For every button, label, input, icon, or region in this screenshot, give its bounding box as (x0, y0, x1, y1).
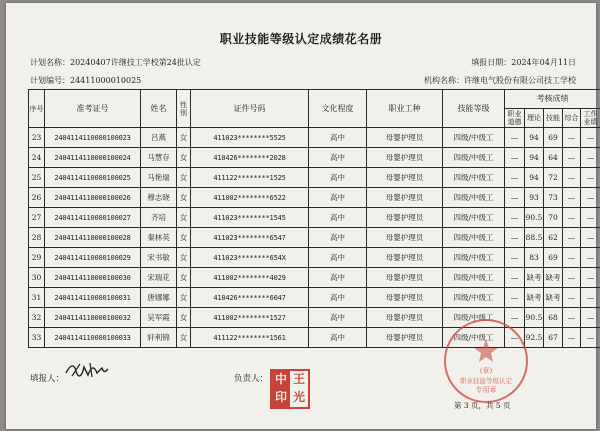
cell-professional-ethics: — (505, 328, 525, 348)
cell-seq: 27 (29, 208, 45, 228)
cell-skill: 73 (544, 188, 563, 208)
cell-occupation: 母婴护理员 (367, 268, 443, 288)
cell-work-performance: — (581, 148, 600, 168)
table-row (29, 228, 600, 248)
cell-name: 唐娜娜 (141, 288, 177, 308)
cell-theory: 83 (525, 248, 544, 268)
cell-ticket-number: 2404114110000100028 (45, 228, 141, 248)
cell-seq: 24 (29, 148, 45, 168)
cell-education: 高中 (309, 288, 367, 308)
col-professional-ethics: 职业道德 (505, 109, 525, 128)
cell-skill: 62 (544, 228, 563, 248)
cell-education: 高中 (309, 228, 367, 248)
handwritten-signature (64, 359, 110, 381)
cell-comprehensive: — (563, 268, 581, 288)
cell-name: 宋瑞花 (141, 268, 177, 288)
cell-work-performance: — (581, 288, 600, 308)
cell-name: 马慧存 (141, 148, 177, 168)
cell-id-number: 410426********2028 (191, 148, 309, 168)
cell-skill: 68 (544, 308, 563, 328)
cell-gender: 女 (177, 308, 191, 328)
col-ticket-number: 准考证号 (45, 90, 141, 128)
cell-skill-level: 四级/中级工 (443, 268, 505, 288)
cell-theory: 94 (525, 148, 544, 168)
cell-ticket-number: 2404114110000100031 (45, 288, 141, 308)
cell-education: 高中 (309, 128, 367, 148)
cell-skill-level: 四级/中级工 (443, 248, 505, 268)
document-title: 职业技能等级认定成绩花名册 (219, 32, 383, 46)
cell-skill: 缺考 (544, 288, 563, 308)
cell-skill: 64 (544, 148, 563, 168)
round-seal-text: 职业技能等级认定 (460, 377, 512, 385)
cell-seq: 29 (29, 248, 45, 268)
cell-id-number: 411023********6547 (191, 228, 309, 248)
seal-char: 王 (292, 372, 305, 386)
cell-comprehensive: — (563, 148, 581, 168)
fill-date: 填报日期：2024年04月11日 (471, 58, 576, 67)
cell-comprehensive: — (563, 228, 581, 248)
cell-ticket-number: 2404114110000100030 (45, 268, 141, 288)
cell-professional-ethics: — (505, 208, 525, 228)
cell-professional-ethics: — (505, 188, 525, 208)
cell-id-number: 410426********6047 (191, 288, 309, 308)
cell-theory: 88.5 (525, 228, 544, 248)
cell-ticket-number: 2404114110000100025 (45, 168, 141, 188)
cell-skill-level: 四级/中级工 (443, 208, 505, 228)
cell-ticket-number: 2404114110000100026 (45, 188, 141, 208)
table-header (29, 90, 600, 128)
cell-gender: 女 (177, 248, 191, 268)
cell-occupation: 母婴护理员 (367, 188, 443, 208)
cell-name: 穆志晓 (141, 188, 177, 208)
table-row (29, 208, 600, 228)
cell-ticket-number: 2404114110000100027 (45, 208, 141, 228)
cell-comprehensive: — (563, 328, 581, 348)
cell-skill: 70 (544, 208, 563, 228)
cell-gender: 女 (177, 168, 191, 188)
cell-education: 高中 (309, 328, 367, 348)
cell-professional-ethics: — (505, 168, 525, 188)
cell-education: 高中 (309, 268, 367, 288)
cell-theory: 缺考 (525, 288, 544, 308)
personal-name-seal (270, 369, 310, 409)
cell-id-number: 411023********1545 (191, 208, 309, 228)
organization-name: 机构名称：许继电气股份有限公司技工学校 (424, 76, 576, 85)
cell-name: 秦林英 (141, 228, 177, 248)
cell-occupation: 母婴护理员 (367, 228, 443, 248)
cell-skill-level: 四级/中级工 (443, 168, 505, 188)
plan-number: 计划编号：24411000010025 (30, 76, 142, 85)
cell-occupation: 母婴护理员 (367, 248, 443, 268)
col-work-performance: 工作业绩 (581, 109, 600, 128)
cell-skill: 67 (544, 328, 563, 348)
cell-education: 高中 (309, 148, 367, 168)
col-id-number: 证件号码 (191, 90, 309, 128)
cell-skill: 69 (544, 248, 563, 268)
cell-skill-level: 四级/中级工 (443, 128, 505, 148)
cell-theory: 90.5 (525, 308, 544, 328)
cell-ticket-number: 2404114110000100032 (45, 308, 141, 328)
cell-professional-ethics: — (505, 248, 525, 268)
table-row (29, 288, 600, 308)
cell-seq: 26 (29, 188, 45, 208)
cell-skill-level: 四级/中级工 (443, 308, 505, 328)
table-body (29, 128, 600, 348)
cell-seq: 31 (29, 288, 45, 308)
cell-id-number: 411002********6522 (191, 188, 309, 208)
cell-comprehensive: — (563, 168, 581, 188)
cell-id-number: 411002********4029 (191, 268, 309, 288)
cell-ticket-number: 2404114110000100029 (45, 248, 141, 268)
plan-name: 计划名称：20240407许继技工学校第24批认定 (30, 58, 201, 67)
cell-seq: 28 (29, 228, 45, 248)
cell-gender: 女 (177, 288, 191, 308)
cell-comprehensive: — (563, 248, 581, 268)
cell-education: 高中 (309, 208, 367, 228)
cell-professional-ethics: — (505, 288, 525, 308)
cell-professional-ethics: — (505, 148, 525, 168)
round-seal-text: 专用章 (475, 386, 497, 394)
cell-name: 马艳瑞 (141, 168, 177, 188)
cell-skill-level: 四级/中级工 (443, 228, 505, 248)
document-page (6, 3, 596, 429)
cell-name: 吕燕 (141, 128, 177, 148)
cell-ticket-number: 2404114110000100033 (45, 328, 141, 348)
cell-theory: 94 (525, 128, 544, 148)
seal-char: 光 (292, 390, 305, 404)
cell-name: 宋书敏 (141, 248, 177, 268)
cell-name: 轩利锦 (141, 328, 177, 348)
owner-label: 负责人： (234, 374, 269, 384)
cell-work-performance: — (581, 188, 600, 208)
score-roster-table (28, 89, 600, 348)
cell-occupation: 母婴护理员 (367, 148, 443, 168)
page-number: 第 3 页，共 5 页 (454, 401, 511, 410)
cell-seq: 23 (29, 128, 45, 148)
cell-occupation: 母婴护理员 (367, 128, 443, 148)
col-theory: 理论 (525, 109, 544, 128)
table-row (29, 248, 600, 268)
seal-char: 印 (272, 389, 290, 407)
cell-theory: 93 (525, 188, 544, 208)
cell-comprehensive: — (563, 208, 581, 228)
cell-skill-level: 四级/中级工 (443, 148, 505, 168)
cell-education: 高中 (309, 168, 367, 188)
cell-education: 高中 (309, 188, 367, 208)
cell-education: 高中 (309, 248, 367, 268)
cell-gender: 女 (177, 208, 191, 228)
table-row (29, 128, 600, 148)
cell-occupation: 母婴护理员 (367, 288, 443, 308)
col-name: 姓名 (141, 90, 177, 128)
round-seal-text: (章) (479, 367, 493, 375)
cell-seq: 33 (29, 328, 45, 348)
col-comprehensive: 综合 (563, 109, 581, 128)
cell-theory: 缺考 (525, 268, 544, 288)
cell-occupation: 母婴护理员 (367, 328, 443, 348)
cell-name: 齐培 (141, 208, 177, 228)
cell-skill-level: 四级/中级工 (443, 328, 505, 348)
cell-skill: 缺考 (544, 268, 563, 288)
cell-work-performance: — (581, 168, 600, 188)
cell-work-performance: — (581, 228, 600, 248)
cell-gender: 女 (177, 268, 191, 288)
cell-id-number: 411122********1561 (191, 328, 309, 348)
cell-id-number: 411023********654X (191, 248, 309, 268)
cell-gender: 女 (177, 188, 191, 208)
col-skill-level: 技能等级 (443, 90, 505, 128)
cell-work-performance: — (581, 268, 600, 288)
cell-work-performance: — (581, 128, 600, 148)
filler-label: 填报人： (30, 374, 65, 384)
cell-professional-ethics: — (505, 268, 525, 288)
cell-ticket-number: 2404114110000100023 (45, 128, 141, 148)
cell-skill-level: 四级/中级工 (443, 188, 505, 208)
cell-comprehensive: — (563, 188, 581, 208)
cell-work-performance: — (581, 308, 600, 328)
cell-gender: 女 (177, 328, 191, 348)
cell-professional-ethics: — (505, 128, 525, 148)
cell-professional-ethics: — (505, 308, 525, 328)
cell-work-performance: — (581, 328, 600, 348)
table-row (29, 168, 600, 188)
cell-work-performance: — (581, 248, 600, 268)
cell-comprehensive: — (563, 288, 581, 308)
cell-skill-level: 四级/中级工 (443, 288, 505, 308)
cell-seq: 30 (29, 268, 45, 288)
col-seq: 序号 (29, 90, 45, 128)
table-row (29, 188, 600, 208)
seal-char: 中 (272, 371, 290, 389)
cell-theory: 90.5 (525, 208, 544, 228)
cell-theory: 92.5 (525, 328, 544, 348)
cell-occupation: 母婴护理员 (367, 208, 443, 228)
cell-comprehensive: — (563, 308, 581, 328)
cell-id-number: 411023********5525 (191, 128, 309, 148)
cell-occupation: 母婴护理员 (367, 168, 443, 188)
cell-id-number: 411002********1527 (191, 308, 309, 328)
table-row (29, 268, 600, 288)
cell-skill: 72 (544, 168, 563, 188)
cell-seq: 32 (29, 308, 45, 328)
cell-gender: 女 (177, 148, 191, 168)
col-education: 文化程度 (309, 90, 367, 128)
cell-work-performance: — (581, 208, 600, 228)
cell-id-number: 411122********1525 (191, 168, 309, 188)
col-skill: 技能 (544, 109, 563, 128)
cell-comprehensive: — (563, 128, 581, 148)
cell-name: 吴军霞 (141, 308, 177, 328)
cell-professional-ethics: — (505, 228, 525, 248)
cell-gender: 女 (177, 228, 191, 248)
cell-seq: 25 (29, 168, 45, 188)
cell-theory: 94 (525, 168, 544, 188)
col-occupation: 职业工种 (367, 90, 443, 128)
table-row (29, 148, 600, 168)
col-scores-group: 考核成绩 (505, 90, 600, 109)
cell-occupation: 母婴护理员 (367, 308, 443, 328)
cell-skill: 69 (544, 128, 563, 148)
official-round-seal (442, 317, 530, 405)
col-gender: 性别 (177, 90, 191, 128)
cell-gender: 女 (177, 128, 191, 148)
cell-ticket-number: 2404114110000100024 (45, 148, 141, 168)
cell-education: 高中 (309, 308, 367, 328)
